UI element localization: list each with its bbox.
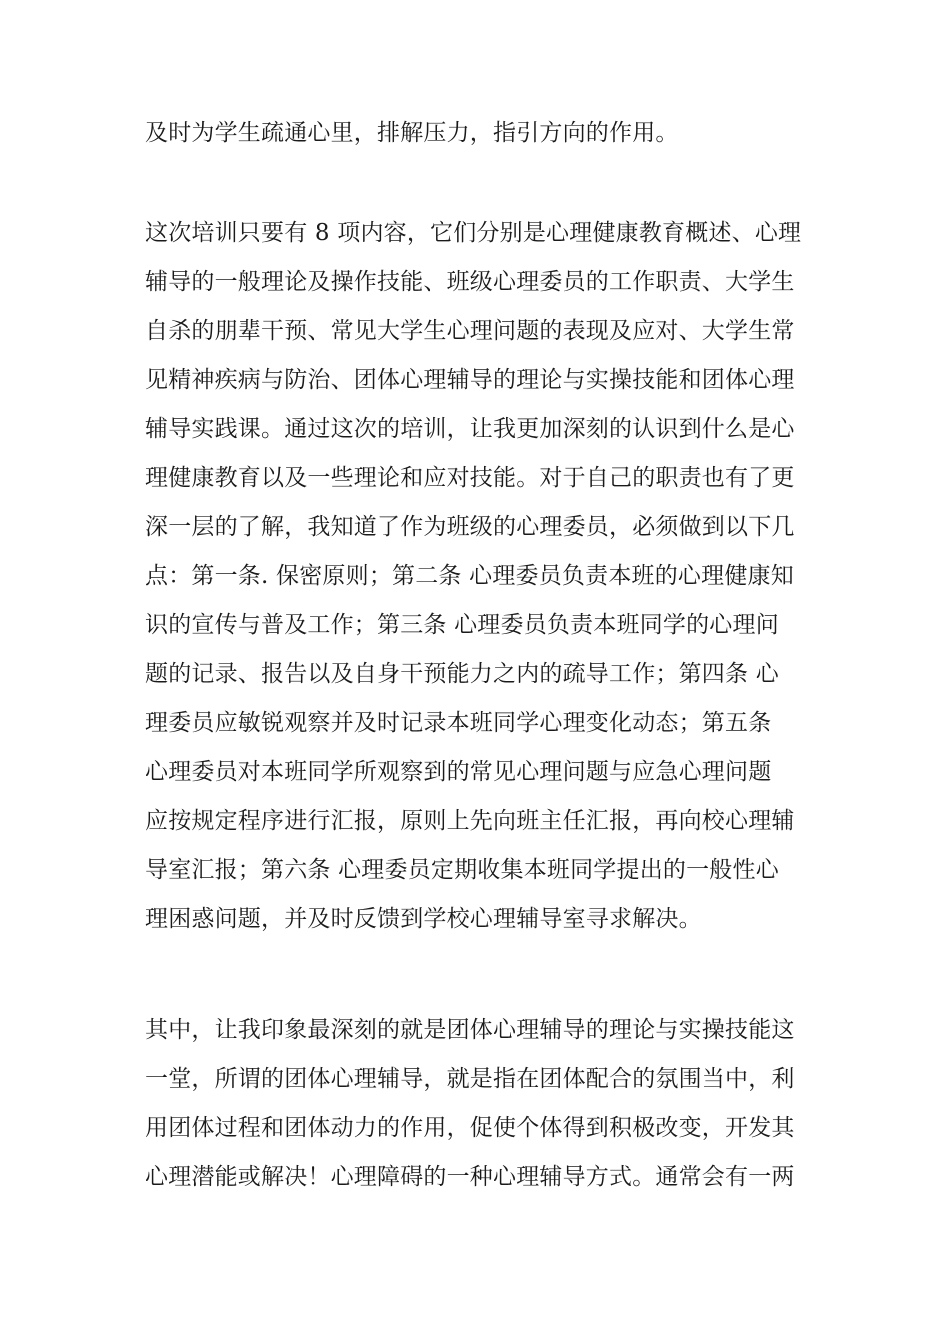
text-line: 深一层的了解，我知道了作为班级的心理委员，必须做到以下几 xyxy=(145,514,795,540)
text-line: 理健康教育以及一些理论和应对技能。对于自己的职责也有了更 xyxy=(145,465,795,491)
paragraph-2 xyxy=(145,209,845,944)
text-line: 导室汇报；第六条 心理委员定期收集本班同学提出的一般性心 xyxy=(145,857,779,883)
text-line: 识的宣传与普及工作；第三条 心理委员负责本班同学的心理问 xyxy=(145,612,779,638)
text-line: 及时为学生疏通心里，排解压力，指引方向的作用。 xyxy=(145,120,679,146)
text-line: 点：第一条. 保密原则；第二条 心理委员负责本班的心理健康知 xyxy=(145,563,794,589)
text-line: 理困惑问题，并及时反馈到学校心理辅导室寻求解决。 xyxy=(145,906,702,932)
text-line: 心理委员对本班同学所观察到的常见心理问题与应急心理问题 xyxy=(145,759,772,785)
text-line: 题的记录、报告以及自身干预能力之内的疏导工作；第四条 心 xyxy=(145,661,779,687)
paragraph-3 xyxy=(145,1006,845,1202)
text-line: 自杀的朋辈干预、常见大学生心理问题的表现及应对、大学生常 xyxy=(145,318,795,344)
text-line: 其中，让我印象最深刻的就是团体心理辅导的理论与实操技能这 xyxy=(145,1017,795,1043)
text-line: 辅导实践课。通过这次的培训，让我更加深刻的认识到什么是心 xyxy=(145,416,795,442)
text-line: 应按规定程序进行汇报，原则上先向班主任汇报，再向校心理辅 xyxy=(145,808,795,834)
text-line: 这次培训只要有 8 项内容，它们分别是心理健康教育概述、心理 xyxy=(145,220,802,246)
text-line: 心理潜能或解决！心理障碍的一种心理辅导方式。通常会有一两 xyxy=(145,1164,795,1190)
text-line: 理委员应敏锐观察并及时记录本班同学心理变化动态；第五条 xyxy=(145,710,772,736)
text-line: 用团体过程和团体动力的作用，促使个体得到积极改变，开发其 xyxy=(145,1115,795,1141)
text-line: 见精神疾病与防治、团体心理辅导的理论与实操技能和团体心理 xyxy=(145,367,795,393)
text-line: 辅导的一般理论及操作技能、班级心理委员的工作职责、大学生 xyxy=(145,269,795,295)
paragraph-1 xyxy=(145,109,845,158)
text-line: 一堂，所谓的团体心理辅导，就是指在团体配合的氛围当中，利 xyxy=(145,1066,795,1092)
